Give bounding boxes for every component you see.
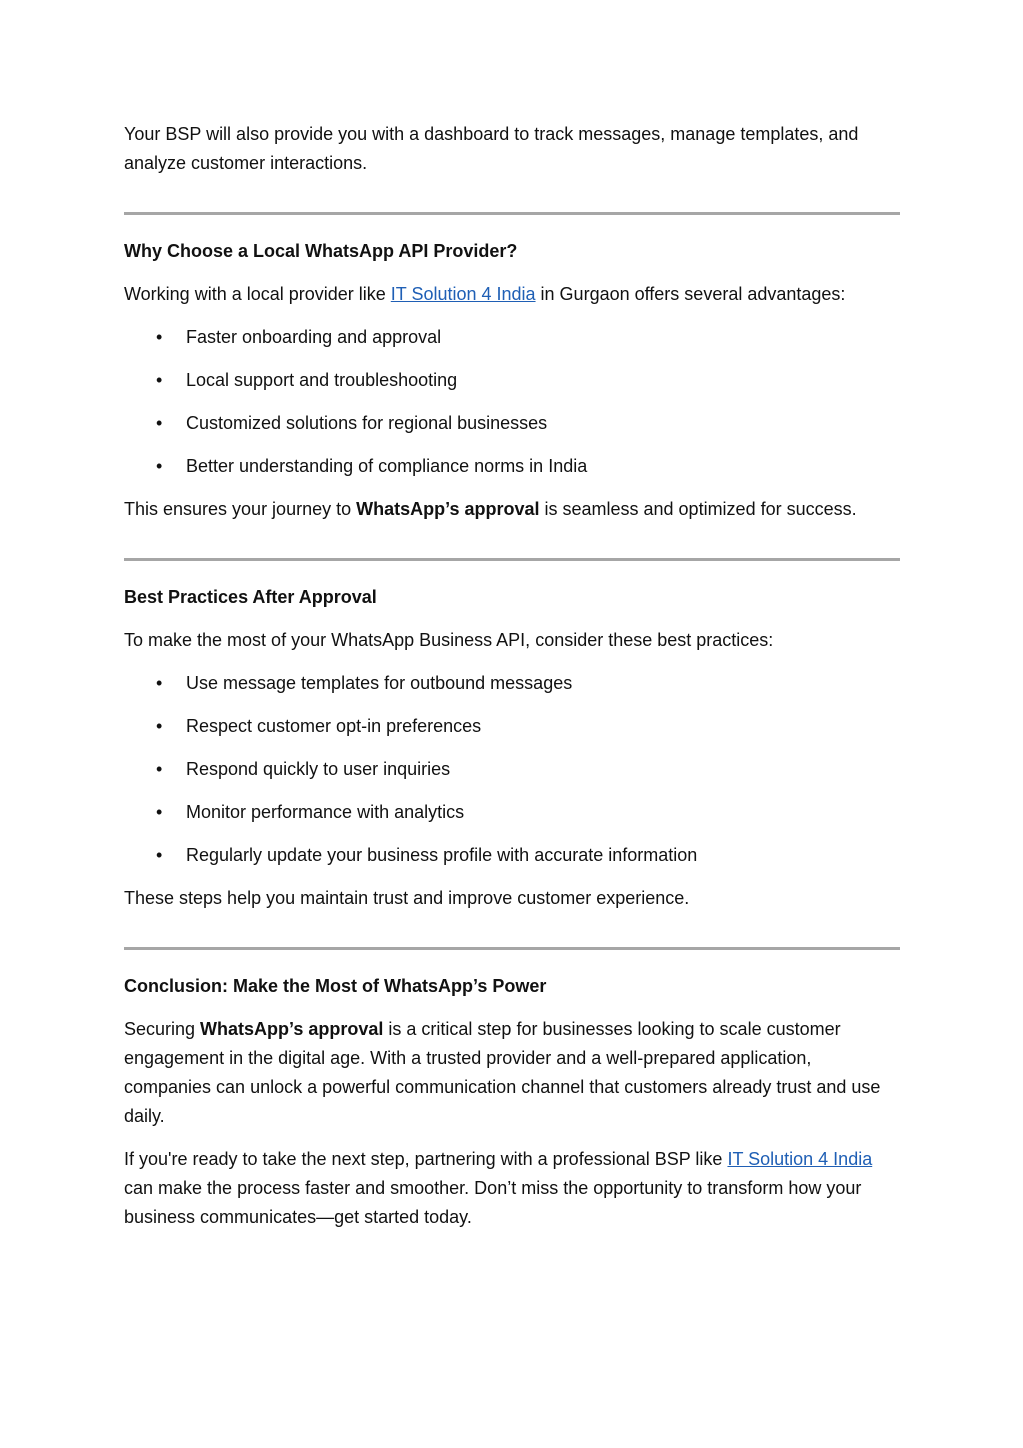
list-item: • Faster onboarding and approval — [124, 323, 900, 352]
conclusion-paragraph-1 — [124, 1015, 900, 1131]
closing-text-before: This ensures your journey to — [124, 499, 357, 519]
conclusion-paragraph-2 — [124, 1145, 900, 1232]
it-solution-link[interactable]: IT Solution 4 India — [390, 284, 536, 304]
cta-text-before: If you're ready to take the next step, partnering with a professional BSP like — [124, 1149, 728, 1169]
closing-text-after: is seamless and optimized for success. — [539, 499, 857, 519]
list-item: • Better understanding of compliance norms in India — [124, 452, 900, 481]
list-item: • Local support and troubleshooting — [124, 366, 900, 395]
conclusion-bold-text: WhatsApp’s approval — [200, 1019, 384, 1039]
list-item: • Respond quickly to user inquiries — [124, 755, 900, 784]
section-divider — [124, 212, 900, 215]
list-item: • Respect customer opt-in preferences — [124, 712, 900, 741]
document-page — [124, 120, 900, 1246]
best-practices-closing: These steps help you maintain trust and improve customer experience. — [124, 888, 690, 908]
best-practices-list — [124, 669, 900, 870]
intro-paragraph: Your BSP will also provide you with a dashboard to track messages, manage templates, and analyze customer interactions. — [124, 124, 859, 173]
list-item: • Regularly update your business profile with accurate information — [124, 841, 900, 870]
section-divider — [124, 947, 900, 950]
advantages-list — [124, 323, 900, 481]
it-solution-link[interactable]: IT Solution 4 India — [727, 1149, 873, 1169]
conclusion-text-after: is a critical step for businesses looking to scale customer engagement in the digital age. With a trusted provider and a well-prepared application, companies can unlock a powerful communication channel that customers already trust and use daily. — [124, 1019, 881, 1126]
list-item: • Use message templates for outbound messages — [124, 669, 900, 698]
local-provider-lead — [124, 280, 900, 309]
list-item: • Customized solutions for regional businesses — [124, 409, 900, 438]
heading-best-practices: Best Practices After Approval — [124, 587, 377, 607]
lead-text-before: Working with a local provider like — [124, 284, 391, 304]
conclusion-text-before: Securing — [124, 1019, 201, 1039]
heading-local-provider: Why Choose a Local WhatsApp API Provider? — [124, 241, 518, 261]
local-provider-closing — [124, 495, 900, 524]
best-practices-lead: To make the most of your WhatsApp Business API, consider these best practices: — [124, 630, 774, 650]
lead-text-after: in Gurgaon offers several advantages: — [535, 284, 846, 304]
heading-conclusion: Conclusion: Make the Most of WhatsApp’s Power — [124, 976, 547, 996]
cta-text-after: can make the process faster and smoother. Don’t miss the opportunity to transform how your business communicates—get started today. — [124, 1178, 862, 1227]
list-item: • Monitor performance with analytics — [124, 798, 900, 827]
closing-bold-text: WhatsApp’s approval — [356, 499, 540, 519]
section-divider — [124, 558, 900, 561]
